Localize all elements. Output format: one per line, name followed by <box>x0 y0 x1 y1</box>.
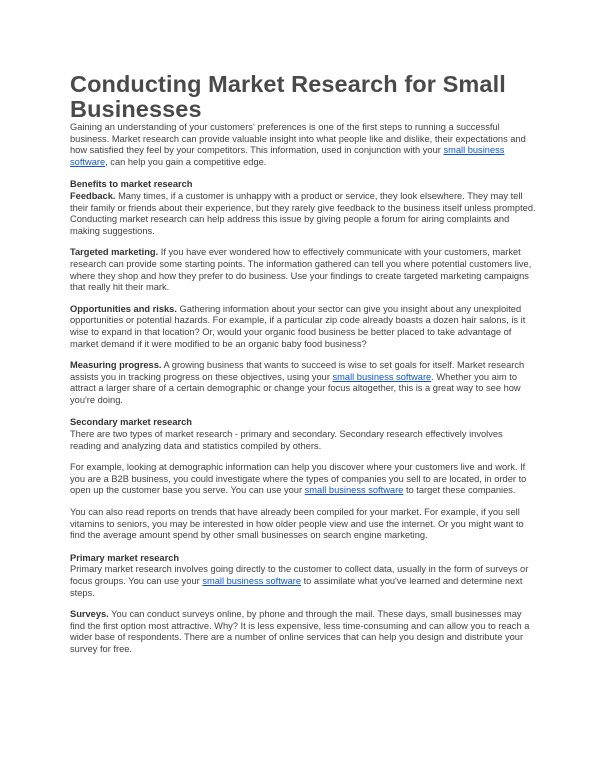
targeted-paragraph <box>70 247 536 293</box>
secondary-paragraph-1: There are two types of market research - primary and secondary. Secondary research effectively involves reading and analyzing data and statistics compiled by others. <box>70 429 503 451</box>
secondary-heading: Secondary market research <box>70 417 192 428</box>
opportunities-lead: Opportunities and risks. <box>70 303 177 314</box>
benefits-heading: Benefits to market research <box>70 179 193 190</box>
primary-paragraph-1 <box>70 564 536 599</box>
intro-text-after: , can help you gain a competitive edge. <box>105 156 267 167</box>
page-title: Conducting Market Research for Small Businesses <box>70 71 506 122</box>
intro-paragraph <box>70 122 536 168</box>
primary-software-link[interactable]: small business software <box>202 576 302 586</box>
primary-p1-text-before: Primary market research involves going directly to the customer to collect data, usually in the form of surveys or focus groups. You can use your <box>70 564 529 586</box>
feedback-paragraph <box>70 191 536 237</box>
surveys-text: You can conduct surveys online, by phone and through the mail. These days, small businesses may find the first option most attractive. Why? It is less expensive, less time-consuming and can allow you to reach a wider base of respondents. There are a number of online services that can help you design and distribute your survey for free. <box>70 609 530 654</box>
feedback-lead: Feedback. <box>70 190 116 201</box>
secondary-paragraph-2 <box>70 462 536 497</box>
measuring-paragraph <box>70 360 536 406</box>
opportunities-text: Gathering information about your sector can give you insight about any unexploited opportunities or potential hazards. For example, if a particular zip code already boasts a dozen hair salons, is it wise to expand in that location? Or, would your organic food business be better placed to take advantage of market demand if it were modified to be an organic baby food business? <box>70 303 526 349</box>
measuring-text-before: A growing business that wants to succeed is wise to set goals for itself. Market research assists you in tracking progress on these objectives, using your <box>70 360 525 382</box>
intro-text-before: Gaining an understanding of your customers' preferences is one of the first steps to running a successful business. Market research can provide valuable insight into what people like and dislike, their expectations and how satisfied they feel by your competitors. This information, used in conjunction with your <box>70 122 526 156</box>
measuring-software-link[interactable]: small business software <box>332 371 432 382</box>
primary-heading: Primary market research <box>70 552 180 563</box>
secondary-paragraph-3: You can also read reports on trends that have already been compiled for your market. For example, if you sell vitamins to seniors, you may be interested in how older people view and use the internet. Or you might want to find the average amount spend by other small businesses on search engine marketing. <box>70 507 524 541</box>
primary-p1-text-after: to assimilate what you've learned and determine next steps. <box>70 576 523 598</box>
targeted-text: If you have ever wondered how to effectively communicate with your customers, market research can provide some starting points. The information gathered can tell you where potential customers live, where they shop and how they prefer to do business. Use your findings to create targeted marketing campaigns that really hit their mark. <box>70 247 532 293</box>
opportunities-paragraph <box>70 304 536 350</box>
secondary-p2-text-after: to target these companies. <box>403 485 516 496</box>
secondary-software-link[interactable]: small business software <box>304 485 404 496</box>
targeted-lead: Targeted marketing. <box>70 247 159 258</box>
surveys-paragraph <box>70 609 536 655</box>
feedback-text: Many times, if a customer is unhappy with a product or service, they look elsewhere. They may tell their family or friends about their experience, but they rarely give feedback to the business itself unless prompted. Conducting market research can help address this issue by giving people a forum for airing complaints and making suggestions. <box>70 190 536 236</box>
surveys-lead: Surveys. <box>70 609 109 620</box>
measuring-text-after: . Whether you aim to attract a larger share of a certain demographic or change your focus altogether, this is a great way to see how you're doing. <box>70 371 521 405</box>
intro-software-link[interactable]: small business software <box>70 145 505 167</box>
secondary-p2-text-before: For example, looking at demographic information can help you discover where your customers live and work. If you are a B2B business, you could investigate where the types of companies you sell to are located, in order to open up the customer base you serve. You can use your <box>70 462 527 496</box>
measuring-lead: Measuring progress. <box>70 360 162 371</box>
